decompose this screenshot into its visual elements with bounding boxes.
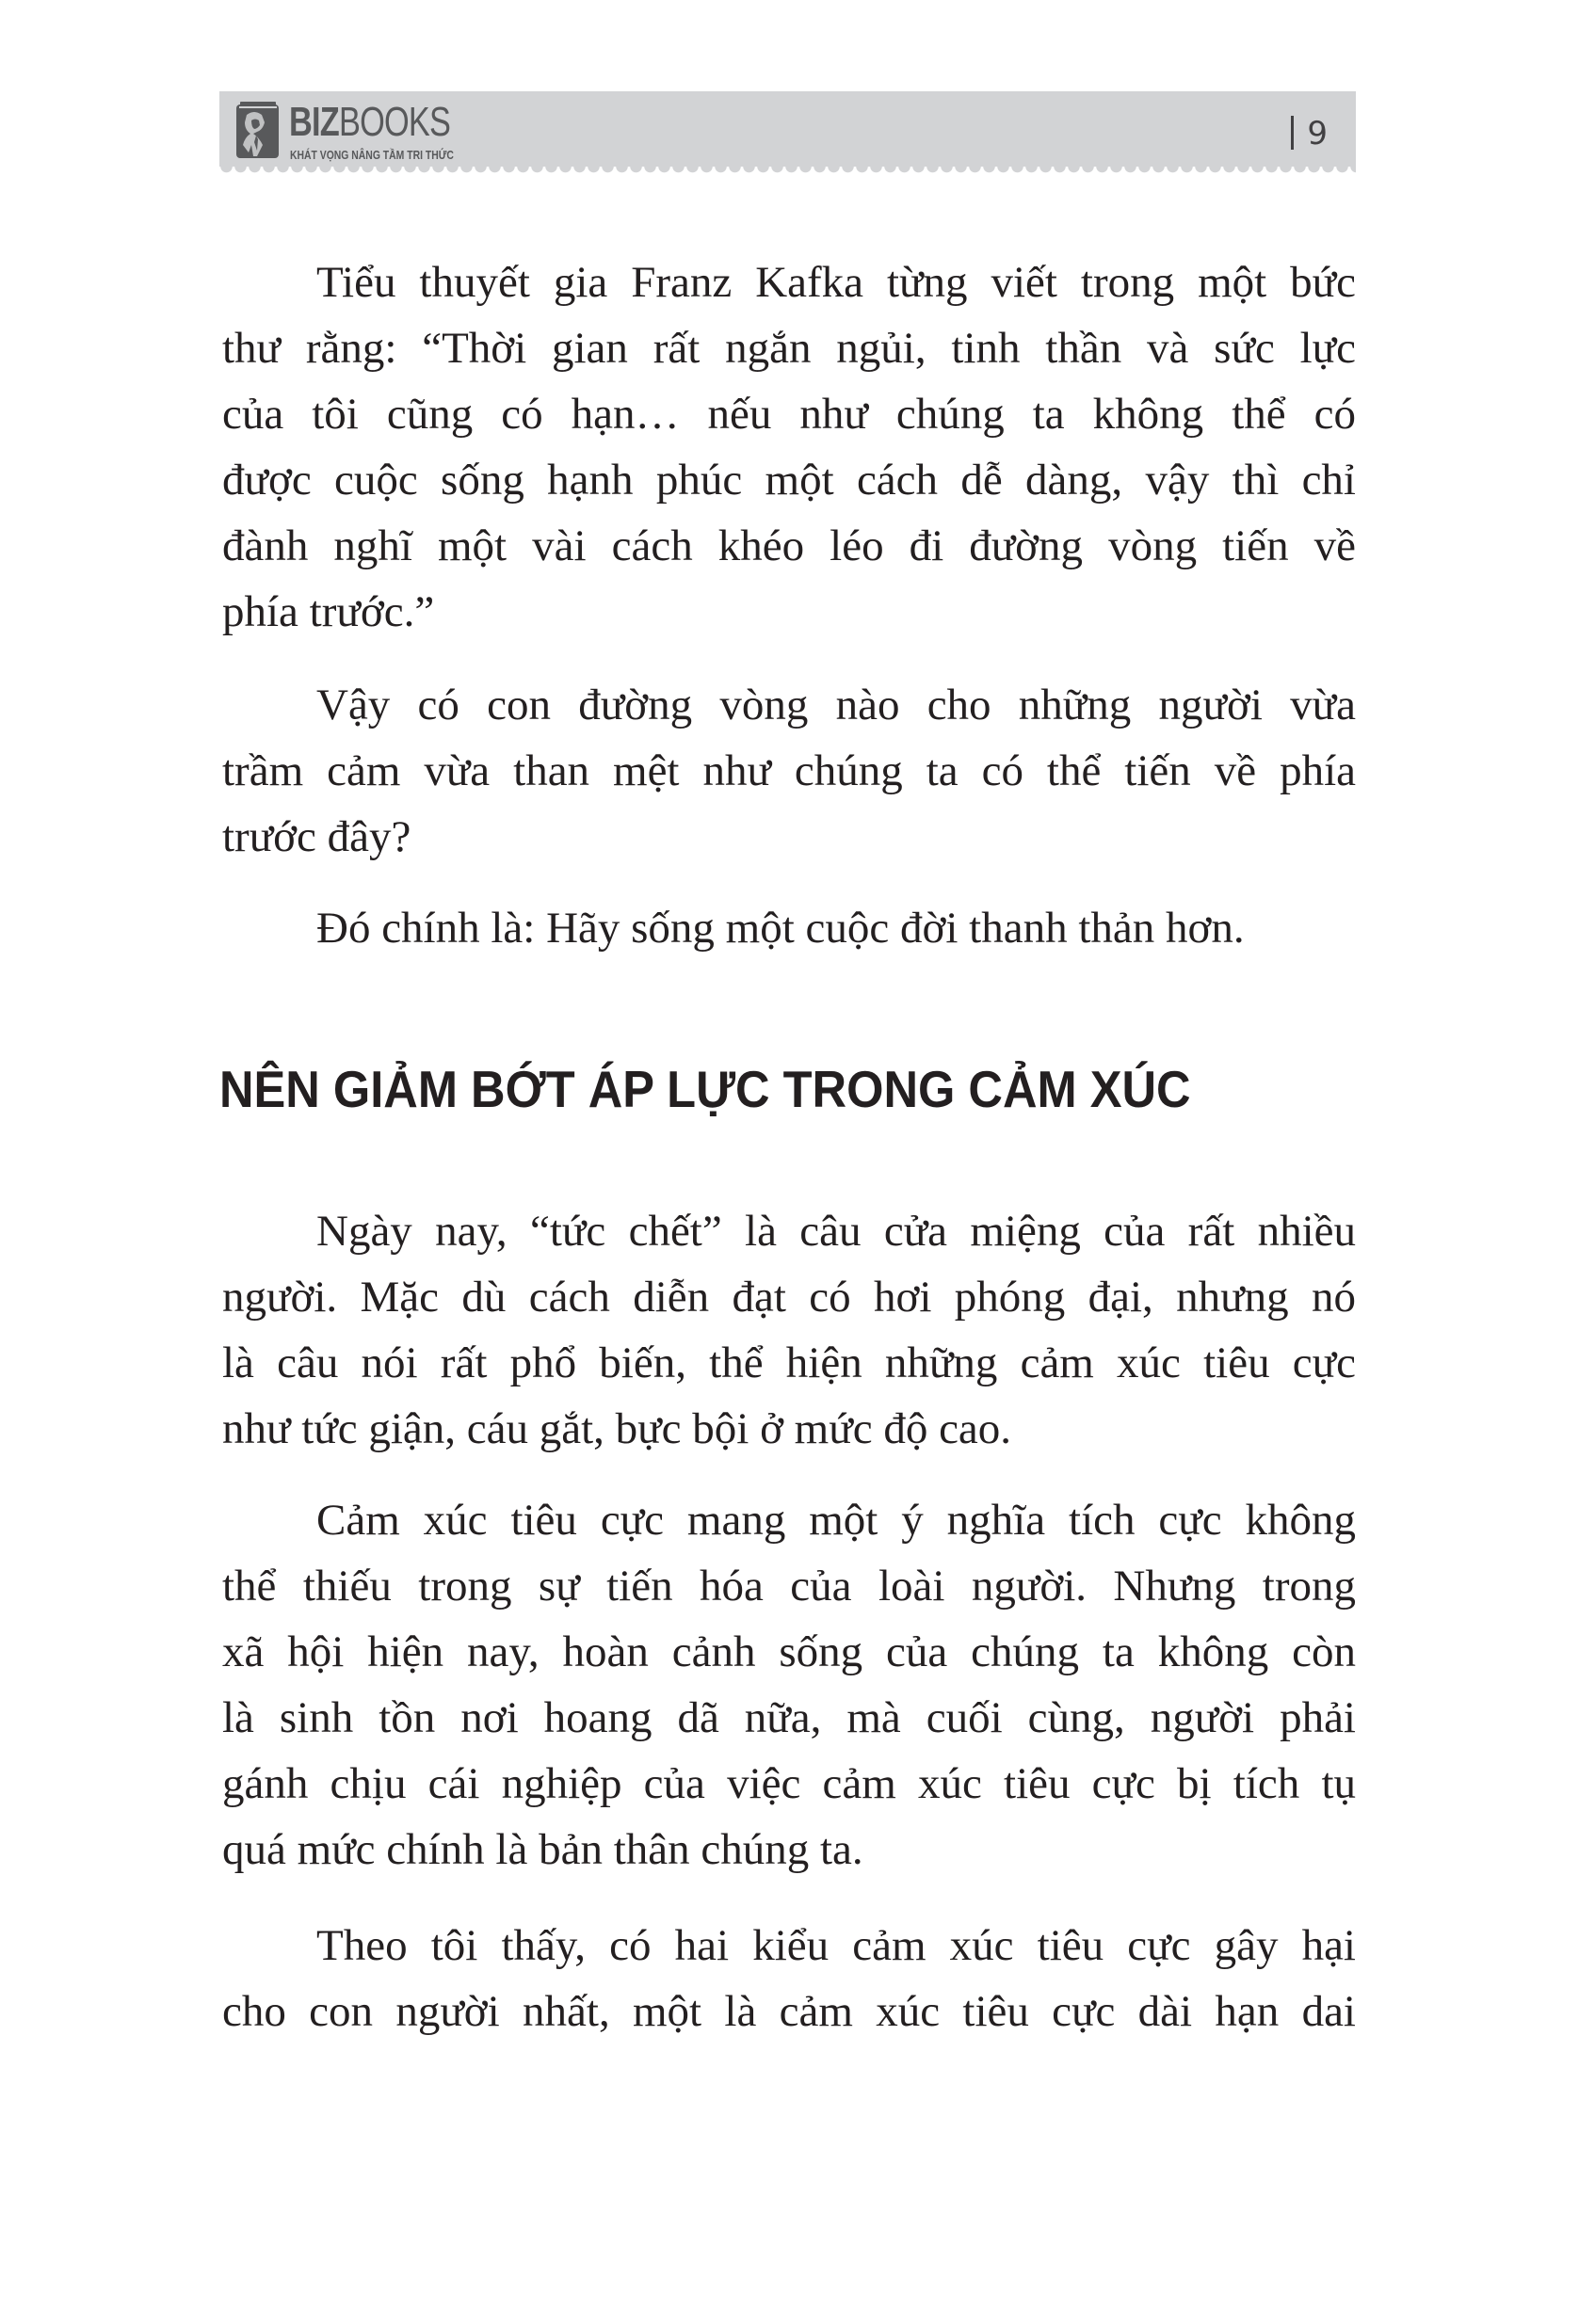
text-line: trước đây? — [222, 812, 411, 861]
text-line: cho con người nhất, một là cảm xúc tiêu cực dài hạn dai — [222, 1987, 1356, 2036]
text-line: được cuộc sống hạnh phúc một cách dễ dàng, vậy thì chỉ — [222, 456, 1356, 505]
text-line: đành nghĩ một vài cách khéo léo đi đường vòng tiến về — [222, 521, 1356, 570]
text-line: thư rằng: “Thời gian rất ngắn ngủi, tinh thần và sức lực — [222, 324, 1356, 373]
text-line: người. Mặc dù cách diễn đạt có hơi phóng đại, nhưng nó — [222, 1273, 1356, 1322]
text-line: Cảm xúc tiêu cực mang một ý nghĩa tích cực không — [316, 1496, 1356, 1545]
text-line: là sinh tồn nơi hoang dã nữa, mà cuối cùng, người phải — [222, 1693, 1356, 1742]
text-line: gánh chịu cái nghiệp của việc cảm xúc tiêu cực bị tích tụ — [222, 1759, 1356, 1808]
running-header-scalloped-edge — [219, 167, 1356, 174]
brand-bold: BIZ — [289, 99, 339, 145]
text-line: như tức giận, cáu gắt, bực bội ở mức độ cao. — [222, 1404, 1012, 1453]
section-heading: NÊN GIẢM BỚT ÁP LỰC TRONG CẢM XÚC — [219, 1060, 1191, 1118]
text-line: xã hội hiện nay, hoàn cảnh sống của chúng ta không còn — [222, 1627, 1356, 1676]
text-line: trầm cảm vừa than mệt như chúng ta có thể tiến về phía — [222, 746, 1356, 795]
page-number-separator — [1291, 116, 1294, 150]
text-line: quá mức chính là bản thân chúng ta. — [222, 1825, 863, 1874]
person-book-icon — [235, 102, 280, 159]
text-line: Tiểu thuyết gia Franz Kafka từng viết trong một bức — [316, 258, 1356, 307]
brand-regular: BOOKS — [338, 99, 451, 145]
page-number — [1291, 115, 1328, 152]
text-line: thể thiếu trong sự tiến hóa của loài người. Nhưng trong — [222, 1562, 1356, 1611]
text-line: Vậy có con đường vòng nào cho những người vừa — [316, 681, 1356, 729]
text-line: Đó chính là: Hãy sống một cuộc đời thanh thản hơn. — [316, 904, 1245, 953]
text-line: của tôi cũng có hạn… nếu như chúng ta không thể có — [222, 390, 1356, 439]
text-line: phía trước.” — [222, 587, 435, 636]
page-number-value: 9 — [1307, 115, 1328, 152]
publisher-logo-wordmark — [289, 99, 451, 145]
publisher-tagline: KHÁT VỌNG NÂNG TẦM TRI THỨC — [290, 148, 454, 162]
text-line: là câu nói rất phổ biến, thể hiện những cảm xúc tiêu cực — [222, 1338, 1356, 1387]
text-line: Ngày nay, “tức chết” là câu cửa miệng của rất nhiều — [316, 1207, 1356, 1256]
text-line: Theo tôi thấy, có hai kiểu cảm xúc tiêu cực gây hại — [316, 1921, 1356, 1970]
